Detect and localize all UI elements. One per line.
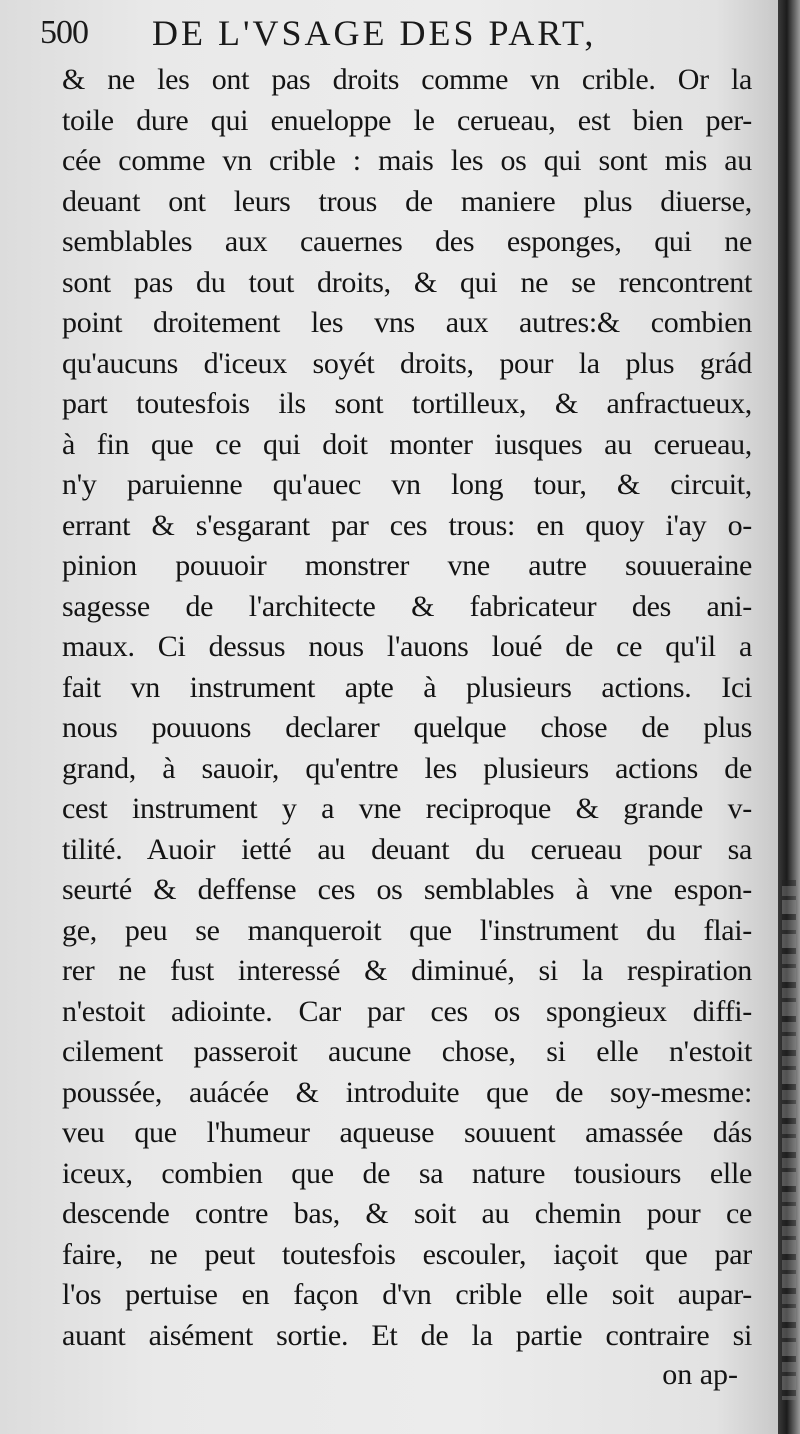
text-line: tilité. Auoir ietté au deuant du cerueau pour sa xyxy=(62,832,752,866)
text-line: n'y paruienne qu'auec vn long tour, & circuit, xyxy=(62,468,752,501)
text-line: n'estoit adiointe. Car par ces os spongieux diffi- xyxy=(62,994,752,1028)
text-line: maux. Ci dessus nous l'auons loué de ce qu'il a xyxy=(62,630,752,663)
text-line: point droitement les vns aux autres:& combien xyxy=(62,306,752,339)
text-line: à fin que ce qui doit monter iusques au cerueau, xyxy=(62,427,752,461)
text-line: ge, peu se manqueroit que l'instrument du flai- xyxy=(62,913,752,947)
text-line: iceux, combien que de sa nature tousiours elle xyxy=(62,1156,752,1190)
text-line: cest instrument y a vne reciproque & grande v- xyxy=(62,792,752,825)
text-line: fait vn instrument apte à plusieurs actions. Ici xyxy=(62,670,752,704)
text-line: nous pouuons declarer quelque chose de plus xyxy=(62,711,752,744)
text-line: grand, à sauoir, qu'entre les plusieurs actions de xyxy=(62,751,752,785)
text-line: part toutesfois ils sont tortilleux, & anfractueux, xyxy=(62,387,752,420)
text-line: auant aisément sortie. Et de la partie contraire si xyxy=(62,1318,752,1352)
text-line: sont pas du tout droits, & qui ne se rencontrent xyxy=(62,265,752,299)
text-line: qu'aucuns d'iceux soyét droits, pour la plus grád xyxy=(62,346,752,380)
text-line: seurté & deffense ces os semblables à vne espon- xyxy=(62,873,752,906)
text-line: pinion pouuoir monstrer vne autre souueraine xyxy=(62,549,752,582)
text-line: poussée, auácée & introduite que de soy-mesme: xyxy=(62,1075,752,1109)
text-line: deuant ont leurs trous de maniere plus diuerse, xyxy=(62,184,752,218)
text-line: l'os pertuise en façon d'vn crible elle soit aupar- xyxy=(62,1278,752,1311)
text-line: veu que l'humeur aqueuse souuent amassée dás xyxy=(62,1116,752,1149)
text-line: & ne les ont pas droits comme vn crible. Or la xyxy=(62,63,752,96)
catchword: on ap- xyxy=(662,1358,738,1391)
page-number: 500 xyxy=(40,14,88,51)
text-line: errant & s'esgarant par ces trous: en quoy i'ay o- xyxy=(62,508,752,542)
text-line: cilement passeroit aucune chose, si elle n'estoit xyxy=(62,1035,752,1068)
text-line: sagesse de l'architecte & fabricateur des ani- xyxy=(62,589,752,623)
page-header xyxy=(40,8,740,54)
text-line: faire, ne peut toutesfois escouler, iaçoit que par xyxy=(62,1237,752,1271)
text-line: semblables aux cauernes des esponges, qui ne xyxy=(62,225,752,258)
text-line: descende contre bas, & soit au chemin pour ce xyxy=(62,1197,752,1230)
text-line: rer ne fust interessé & diminué, si la respiration xyxy=(62,954,752,987)
text-line: toile dure qui enueloppe le cerueau, est bien per- xyxy=(62,103,752,137)
running-title: DE L'VSAGE DES PART, xyxy=(152,13,597,53)
body-text xyxy=(62,60,752,1356)
adjacent-page-edge xyxy=(782,880,796,1400)
text-line: cée comme vn crible : mais les os qui sont mis au xyxy=(62,144,752,177)
